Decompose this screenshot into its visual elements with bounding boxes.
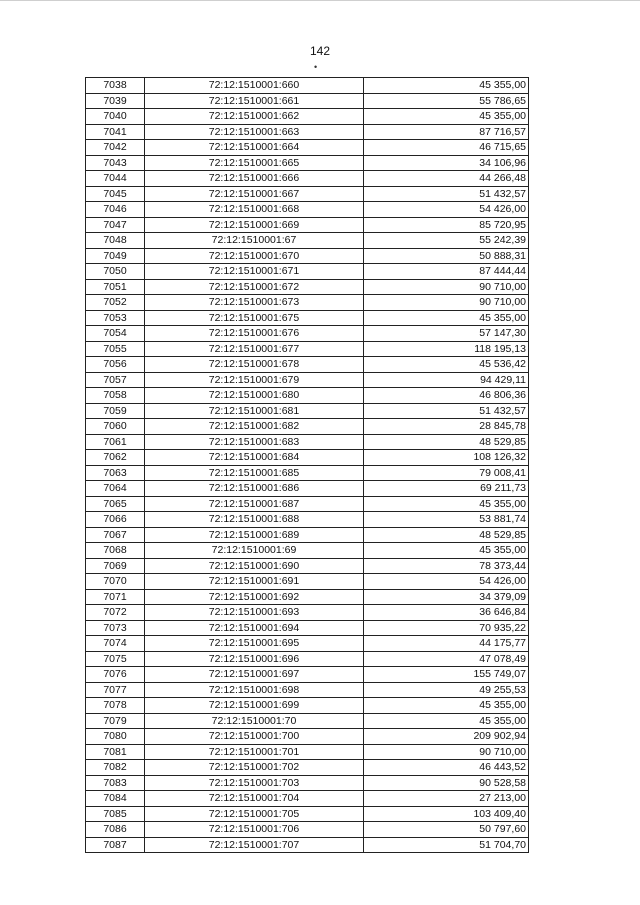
cadastral-value-cell: 45 536,42	[364, 357, 529, 373]
table-row	[86, 264, 529, 280]
cadastral-number-cell: 72:12:1510001:671	[145, 264, 364, 280]
cadastral-value-cell: 45 355,00	[364, 496, 529, 512]
cadastral-number-cell: 72:12:1510001:70	[145, 713, 364, 729]
cadastral-number-cell: 72:12:1510001:684	[145, 450, 364, 466]
table-row	[86, 434, 529, 450]
cadastral-value-cell: 69 211,73	[364, 481, 529, 497]
table-row	[86, 589, 529, 605]
cadastral-value-cell: 44 175,77	[364, 636, 529, 652]
row-number-cell: 7075	[86, 651, 145, 667]
table-row	[86, 248, 529, 264]
row-number-cell: 7074	[86, 636, 145, 652]
row-number-cell: 7056	[86, 357, 145, 373]
cadastral-number-cell: 72:12:1510001:69	[145, 543, 364, 559]
table-row	[86, 388, 529, 404]
cadastral-number-cell: 72:12:1510001:662	[145, 109, 364, 125]
cadastral-value-cell: 45 355,00	[364, 78, 529, 94]
table-row	[86, 698, 529, 714]
cadastral-number-cell: 72:12:1510001:692	[145, 589, 364, 605]
row-number-cell: 7038	[86, 78, 145, 94]
cadastral-number-cell: 72:12:1510001:700	[145, 729, 364, 745]
cadastral-value-cell: 51 432,57	[364, 403, 529, 419]
table-row	[86, 760, 529, 776]
cadastral-number-cell: 72:12:1510001:663	[145, 124, 364, 140]
cadastral-number-cell: 72:12:1510001:687	[145, 496, 364, 512]
page-mark: •	[314, 62, 318, 72]
cadastral-value-cell: 90 710,00	[364, 279, 529, 295]
cadastral-value-cell: 79 008,41	[364, 465, 529, 481]
cadastral-number-cell: 72:12:1510001:688	[145, 512, 364, 528]
cadastral-value-cell: 85 720,95	[364, 217, 529, 233]
row-number-cell: 7061	[86, 434, 145, 450]
row-number-cell: 7076	[86, 667, 145, 683]
cadastral-value-cell: 46 806,36	[364, 388, 529, 404]
table-row	[86, 341, 529, 357]
cadastral-value-cell: 87 444,44	[364, 264, 529, 280]
cadastral-value-cell: 48 529,85	[364, 527, 529, 543]
table-row	[86, 636, 529, 652]
table-row	[86, 620, 529, 636]
row-number-cell: 7047	[86, 217, 145, 233]
table-row	[86, 357, 529, 373]
cadastral-value-cell: 90 710,00	[364, 744, 529, 760]
cadastral-value-cell: 57 147,30	[364, 326, 529, 342]
cadastral-value-cell: 45 355,00	[364, 109, 529, 125]
row-number-cell: 7077	[86, 682, 145, 698]
row-number-cell: 7053	[86, 310, 145, 326]
row-number-cell: 7060	[86, 419, 145, 435]
row-number-cell: 7049	[86, 248, 145, 264]
table-row	[86, 217, 529, 233]
cadastral-value-cell: 50 888,31	[364, 248, 529, 264]
row-number-cell: 7067	[86, 527, 145, 543]
cadastral-value-cell: 87 716,57	[364, 124, 529, 140]
table-row	[86, 837, 529, 853]
table-row	[86, 527, 529, 543]
row-number-cell: 7069	[86, 558, 145, 574]
row-number-cell: 7073	[86, 620, 145, 636]
cadastral-number-cell: 72:12:1510001:672	[145, 279, 364, 295]
row-number-cell: 7043	[86, 155, 145, 171]
row-number-cell: 7082	[86, 760, 145, 776]
cadastral-number-cell: 72:12:1510001:707	[145, 837, 364, 853]
table-row	[86, 233, 529, 249]
cadastral-number-cell: 72:12:1510001:689	[145, 527, 364, 543]
row-number-cell: 7085	[86, 806, 145, 822]
row-number-cell: 7087	[86, 837, 145, 853]
cadastral-value-cell: 90 528,58	[364, 775, 529, 791]
table-row	[86, 651, 529, 667]
cadastral-value-cell: 34 379,09	[364, 589, 529, 605]
cadastral-value-cell: 44 266,48	[364, 171, 529, 187]
cadastral-number-cell: 72:12:1510001:693	[145, 605, 364, 621]
cadastral-value-table	[85, 77, 529, 853]
cadastral-number-cell: 72:12:1510001:706	[145, 822, 364, 838]
row-number-cell: 7072	[86, 605, 145, 621]
table-row	[86, 419, 529, 435]
table-row	[86, 512, 529, 528]
row-number-cell: 7055	[86, 341, 145, 357]
row-number-cell: 7058	[86, 388, 145, 404]
cadastral-number-cell: 72:12:1510001:666	[145, 171, 364, 187]
cadastral-value-cell: 50 797,60	[364, 822, 529, 838]
cadastral-value-cell: 54 426,00	[364, 202, 529, 218]
cadastral-value-cell: 78 373,44	[364, 558, 529, 574]
row-number-cell: 7083	[86, 775, 145, 791]
table-row	[86, 791, 529, 807]
cadastral-value-cell: 55 242,39	[364, 233, 529, 249]
cadastral-number-cell: 72:12:1510001:660	[145, 78, 364, 94]
cadastral-number-cell: 72:12:1510001:696	[145, 651, 364, 667]
cadastral-number-cell: 72:12:1510001:695	[145, 636, 364, 652]
table-row	[86, 729, 529, 745]
cadastral-number-cell: 72:12:1510001:698	[145, 682, 364, 698]
cadastral-number-cell: 72:12:1510001:678	[145, 357, 364, 373]
cadastral-value-cell: 90 710,00	[364, 295, 529, 311]
row-number-cell: 7045	[86, 186, 145, 202]
cadastral-number-cell: 72:12:1510001:667	[145, 186, 364, 202]
row-number-cell: 7066	[86, 512, 145, 528]
row-number-cell: 7051	[86, 279, 145, 295]
table-row	[86, 450, 529, 466]
cadastral-number-cell: 72:12:1510001:686	[145, 481, 364, 497]
table-row	[86, 109, 529, 125]
table-row	[86, 465, 529, 481]
cadastral-value-cell: 55 786,65	[364, 93, 529, 109]
table-row	[86, 667, 529, 683]
page-number: 142	[309, 44, 331, 58]
row-number-cell: 7041	[86, 124, 145, 140]
table-row	[86, 310, 529, 326]
cadastral-number-cell: 72:12:1510001:669	[145, 217, 364, 233]
table-row	[86, 140, 529, 156]
cadastral-number-cell: 72:12:1510001:682	[145, 419, 364, 435]
cadastral-value-cell: 45 355,00	[364, 543, 529, 559]
cadastral-number-cell: 72:12:1510001:703	[145, 775, 364, 791]
cadastral-number-cell: 72:12:1510001:705	[145, 806, 364, 822]
cadastral-value-cell: 51 704,70	[364, 837, 529, 853]
cadastral-number-cell: 72:12:1510001:681	[145, 403, 364, 419]
table-row	[86, 713, 529, 729]
cadastral-value-cell: 45 355,00	[364, 310, 529, 326]
row-number-cell: 7054	[86, 326, 145, 342]
row-number-cell: 7071	[86, 589, 145, 605]
cadastral-number-cell: 72:12:1510001:679	[145, 372, 364, 388]
table-row	[86, 775, 529, 791]
row-number-cell: 7039	[86, 93, 145, 109]
cadastral-value-cell: 209 902,94	[364, 729, 529, 745]
cadastral-number-cell: 72:12:1510001:701	[145, 744, 364, 760]
cadastral-value-cell: 94 429,11	[364, 372, 529, 388]
cadastral-number-cell: 72:12:1510001:675	[145, 310, 364, 326]
cadastral-value-cell: 108 126,32	[364, 450, 529, 466]
row-number-cell: 7048	[86, 233, 145, 249]
row-number-cell: 7080	[86, 729, 145, 745]
table-row	[86, 558, 529, 574]
cadastral-value-cell: 49 255,53	[364, 682, 529, 698]
cadastral-number-cell: 72:12:1510001:677	[145, 341, 364, 357]
cadastral-number-cell: 72:12:1510001:670	[145, 248, 364, 264]
cadastral-number-cell: 72:12:1510001:685	[145, 465, 364, 481]
row-number-cell: 7046	[86, 202, 145, 218]
table-row	[86, 171, 529, 187]
row-number-cell: 7059	[86, 403, 145, 419]
table-row	[86, 78, 529, 94]
cadastral-value-cell: 118 195,13	[364, 341, 529, 357]
cadastral-value-cell: 46 715,65	[364, 140, 529, 156]
row-number-cell: 7079	[86, 713, 145, 729]
table-row	[86, 481, 529, 497]
cadastral-number-cell: 72:12:1510001:699	[145, 698, 364, 714]
row-number-cell: 7086	[86, 822, 145, 838]
table-row	[86, 93, 529, 109]
row-number-cell: 7063	[86, 465, 145, 481]
cadastral-value-cell: 53 881,74	[364, 512, 529, 528]
row-number-cell: 7042	[86, 140, 145, 156]
cadastral-value-cell: 46 443,52	[364, 760, 529, 776]
row-number-cell: 7068	[86, 543, 145, 559]
row-number-cell: 7081	[86, 744, 145, 760]
cadastral-number-cell: 72:12:1510001:676	[145, 326, 364, 342]
table-row	[86, 124, 529, 140]
row-number-cell: 7052	[86, 295, 145, 311]
table-row	[86, 543, 529, 559]
cadastral-number-cell: 72:12:1510001:664	[145, 140, 364, 156]
row-number-cell: 7070	[86, 574, 145, 590]
cadastral-value-cell: 47 078,49	[364, 651, 529, 667]
page-top-edge	[0, 0, 640, 1]
cadastral-number-cell: 72:12:1510001:702	[145, 760, 364, 776]
cadastral-value-cell: 34 106,96	[364, 155, 529, 171]
cadastral-number-cell: 72:12:1510001:673	[145, 295, 364, 311]
cadastral-number-cell: 72:12:1510001:697	[145, 667, 364, 683]
cadastral-value-cell: 48 529,85	[364, 434, 529, 450]
table-row	[86, 744, 529, 760]
cadastral-number-cell: 72:12:1510001:680	[145, 388, 364, 404]
cadastral-value-cell: 45 355,00	[364, 713, 529, 729]
cadastral-value-cell: 70 935,22	[364, 620, 529, 636]
table-row	[86, 574, 529, 590]
table-row	[86, 202, 529, 218]
table-row	[86, 326, 529, 342]
row-number-cell: 7065	[86, 496, 145, 512]
row-number-cell: 7078	[86, 698, 145, 714]
cadastral-number-cell: 72:12:1510001:694	[145, 620, 364, 636]
cadastral-value-cell: 54 426,00	[364, 574, 529, 590]
cadastral-value-cell: 27 213,00	[364, 791, 529, 807]
cadastral-number-cell: 72:12:1510001:661	[145, 93, 364, 109]
cadastral-number-cell: 72:12:1510001:691	[145, 574, 364, 590]
row-number-cell: 7050	[86, 264, 145, 280]
table-row	[86, 279, 529, 295]
cadastral-value-cell: 45 355,00	[364, 698, 529, 714]
table-row	[86, 372, 529, 388]
cadastral-value-cell: 51 432,57	[364, 186, 529, 202]
cadastral-number-cell: 72:12:1510001:690	[145, 558, 364, 574]
cadastral-value-cell: 103 409,40	[364, 806, 529, 822]
table-row	[86, 605, 529, 621]
cadastral-number-cell: 72:12:1510001:67	[145, 233, 364, 249]
row-number-cell: 7064	[86, 481, 145, 497]
row-number-cell: 7084	[86, 791, 145, 807]
row-number-cell: 7044	[86, 171, 145, 187]
cadastral-value-cell: 28 845,78	[364, 419, 529, 435]
table-row	[86, 822, 529, 838]
table-body	[86, 78, 529, 853]
table-row	[86, 806, 529, 822]
table-row	[86, 155, 529, 171]
cadastral-number-cell: 72:12:1510001:704	[145, 791, 364, 807]
row-number-cell: 7062	[86, 450, 145, 466]
table-row	[86, 186, 529, 202]
table-row	[86, 295, 529, 311]
row-number-cell: 7057	[86, 372, 145, 388]
cadastral-value-cell: 36 646,84	[364, 605, 529, 621]
cadastral-number-cell: 72:12:1510001:683	[145, 434, 364, 450]
cadastral-value-cell: 155 749,07	[364, 667, 529, 683]
table-row	[86, 496, 529, 512]
cadastral-number-cell: 72:12:1510001:668	[145, 202, 364, 218]
cadastral-number-cell: 72:12:1510001:665	[145, 155, 364, 171]
row-number-cell: 7040	[86, 109, 145, 125]
table-row	[86, 403, 529, 419]
table-row	[86, 682, 529, 698]
